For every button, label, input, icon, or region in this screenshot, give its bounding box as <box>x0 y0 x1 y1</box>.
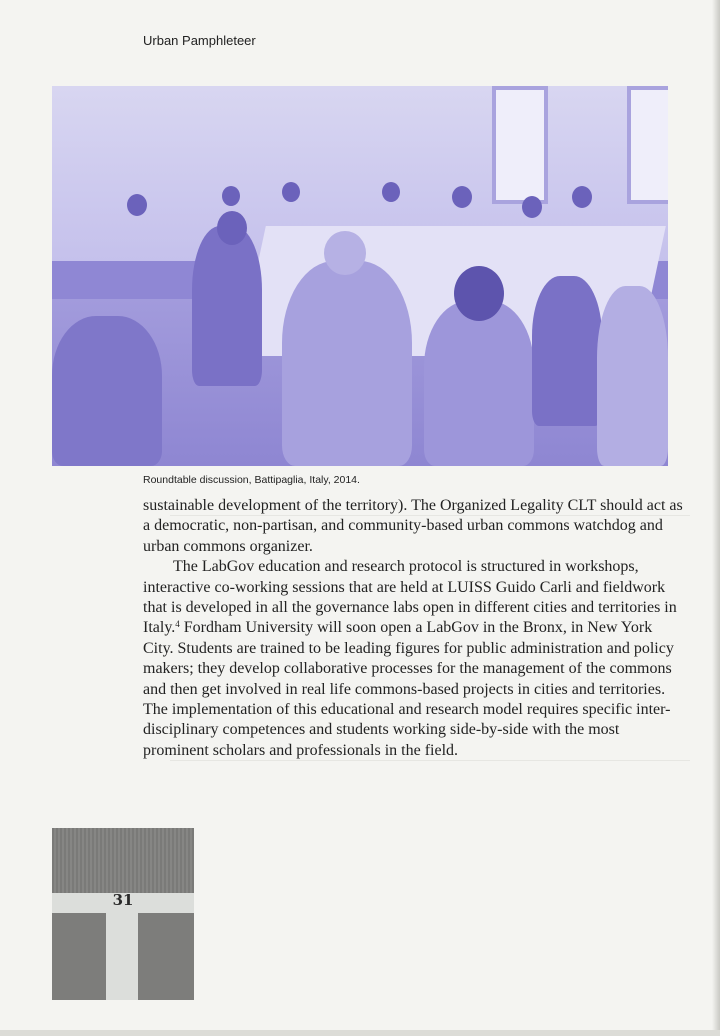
photo-person-head <box>324 231 366 275</box>
thumb-texture <box>52 828 194 893</box>
photo-person <box>52 316 162 466</box>
photo-person <box>424 301 534 466</box>
thumb-stem <box>106 908 138 1000</box>
photo-person-head <box>572 186 592 208</box>
running-head: Urban Pamphleteer <box>143 33 256 48</box>
photo-person-head <box>127 194 147 216</box>
photo-person-head <box>282 182 300 202</box>
photo-window <box>492 86 548 204</box>
figure-caption: Roundtable discussion, Battipaglia, Italy, 2014. <box>143 474 360 486</box>
photo-window <box>627 86 668 204</box>
body-text <box>143 496 683 761</box>
page-number-image <box>52 828 194 1000</box>
photo-person-head <box>217 211 247 245</box>
photo-person <box>192 226 262 386</box>
photo-person-head <box>454 266 504 321</box>
photo-person-head <box>382 182 400 202</box>
paragraph-1: sustainable development of the territory). The Organized Legality CLT should act as a democratic, non-partisan, and community-based urban commons watchdog and urban commons organizer. <box>143 497 683 555</box>
roundtable-photo <box>52 86 668 466</box>
paragraph-2-part-1: The LabGov education and research protocol is structured in workshops, interactive co-working sessions that are held at LUISS Guido Carli and fieldwork that is developed in all the governance labs open in different cities and territories in Italy. <box>143 558 677 637</box>
photo-person <box>597 286 668 466</box>
page-edge-bottom <box>0 1030 720 1036</box>
photo-person <box>532 276 602 426</box>
photo-person-head <box>222 186 240 206</box>
page-edge-shadow <box>712 0 720 1036</box>
photo-person-head <box>522 196 542 218</box>
paragraph-2 <box>143 557 683 761</box>
paragraph-2-part-2: Fordham University will soon open a LabGov in the Bronx, in New York City. Students are trained to be leading figures for public administration and policy makers; they develop collaborative processes for the management of the commons and then get involved in real life commons-based projects in cities and territories. The implementation of this educational and research model requires specific inter-disciplinary competences and students working side-by-side with the most prominent scholars and professionals in the field. <box>143 619 674 759</box>
footnote-reference: 4 <box>175 619 180 630</box>
photo-person <box>282 261 412 466</box>
photo-person-head <box>452 186 472 208</box>
page-number: 31 <box>112 891 134 909</box>
